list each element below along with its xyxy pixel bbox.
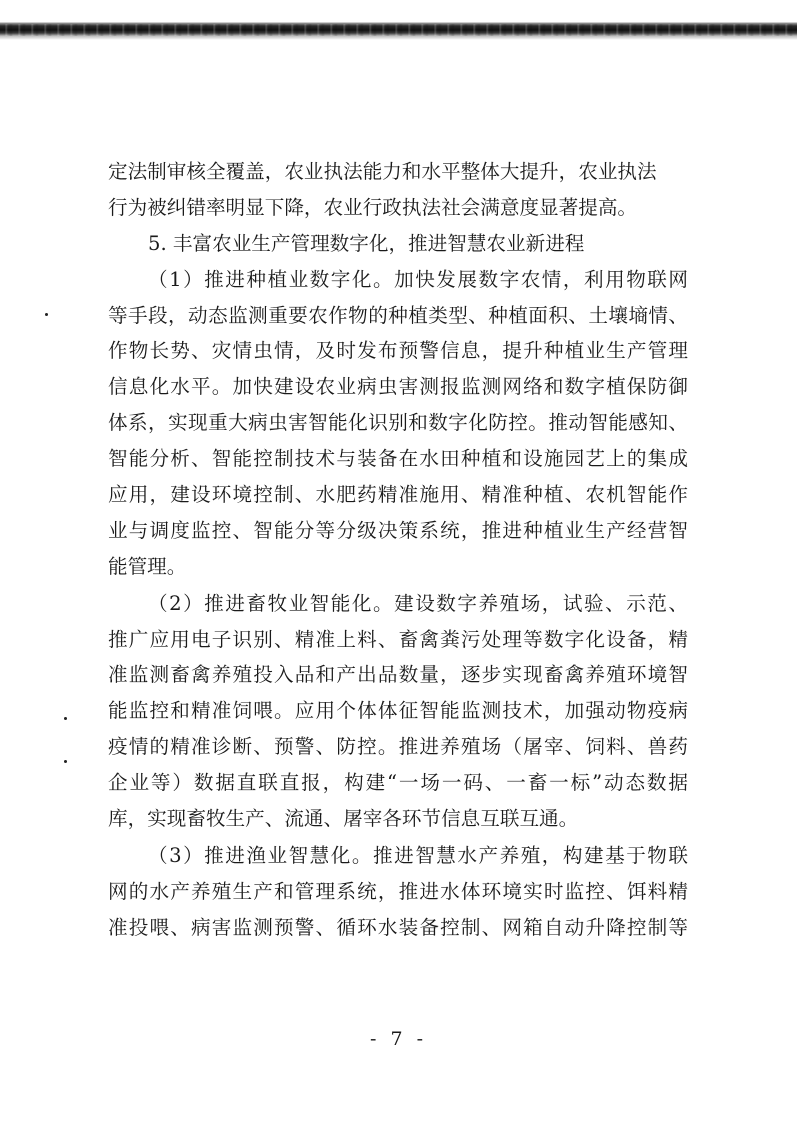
text-line: 能管理。 bbox=[108, 554, 187, 578]
section-heading: 5. 丰富农业生产管理数字化，推进智慧农业新进程 bbox=[148, 231, 585, 255]
text-line: 准监测畜禽养殖投入品和产出品数量，逐步实现畜禽养殖环境智 bbox=[108, 663, 688, 687]
page-number: - 7 - bbox=[369, 1028, 427, 1050]
text-line: 企业等）数据直联直报，构建“一场一码、一畜一标”动态数据 bbox=[108, 771, 688, 795]
text-line: 行为被纠错率明显下降，农业行政执法社会满意度显著提高。 bbox=[108, 195, 638, 219]
scan-speck bbox=[45, 313, 48, 316]
text-line: 疫情的精准诊断、预警、防控。推进养殖场（屠宰、饲料、兽药 bbox=[108, 735, 688, 759]
text-line: 能监控和精准饲喂。应用个体体征智能监测技术，加强动物疫病 bbox=[108, 699, 688, 723]
paragraph-first-line: （2）推进畜牧业智能化。建设数字养殖场，试验、示范、 bbox=[148, 591, 688, 615]
text-line: 信息化水平。加快建设农业病虫害测报监测网络和数字植保防御 bbox=[108, 375, 688, 399]
text-line: 等手段，动态监测重要农作物的种植类型、种植面积、土壤墒情、 bbox=[108, 303, 688, 327]
text-line: 库，实现畜牧生产、流通、屠宰各环节信息互联互通。 bbox=[108, 807, 579, 831]
text-line: 网的水产养殖生产和管理系统，推进水体环境实时监控、饵料精 bbox=[108, 879, 688, 903]
document-body bbox=[108, 154, 688, 946]
paragraph-first-line: （3）推进渔业智慧化。推进智慧水产养殖，构建基于物联 bbox=[148, 843, 688, 867]
text-line: 推广应用电子识别、精准上料、畜禽粪污处理等数字化设备，精 bbox=[108, 627, 688, 651]
text-line: 业与调度监控、智能分等分级决策系统，推进种植业生产经营智 bbox=[108, 518, 688, 542]
text-line: 体系，实现重大病虫害智能化识别和数字化防控。推动智能感知、 bbox=[108, 411, 688, 435]
scan-speck bbox=[64, 717, 67, 720]
text-line: 应用，建设环境控制、水肥药精准施用、精准种植、农机智能作 bbox=[108, 483, 688, 507]
text-line: 准投喂、病害监测预警、循环水装备控制、网箱自动升降控制等 bbox=[108, 915, 688, 939]
text-line: 作物长势、灾情虫情，及时发布预警信息，提升种植业生产管理 bbox=[108, 339, 688, 363]
scan-speck bbox=[64, 760, 67, 763]
text-line: 智能分析、智能控制技术与装备在水田种植和设施园艺上的集成 bbox=[108, 447, 688, 471]
scan-edge-band bbox=[0, 0, 797, 44]
text-line: 定法制审核全覆盖，农业执法能力和水平整体大提升，农业执法 bbox=[108, 160, 657, 183]
paragraph-first-line: （1）推进种植业数字化。加快发展数字农情，利用物联网 bbox=[148, 267, 688, 291]
